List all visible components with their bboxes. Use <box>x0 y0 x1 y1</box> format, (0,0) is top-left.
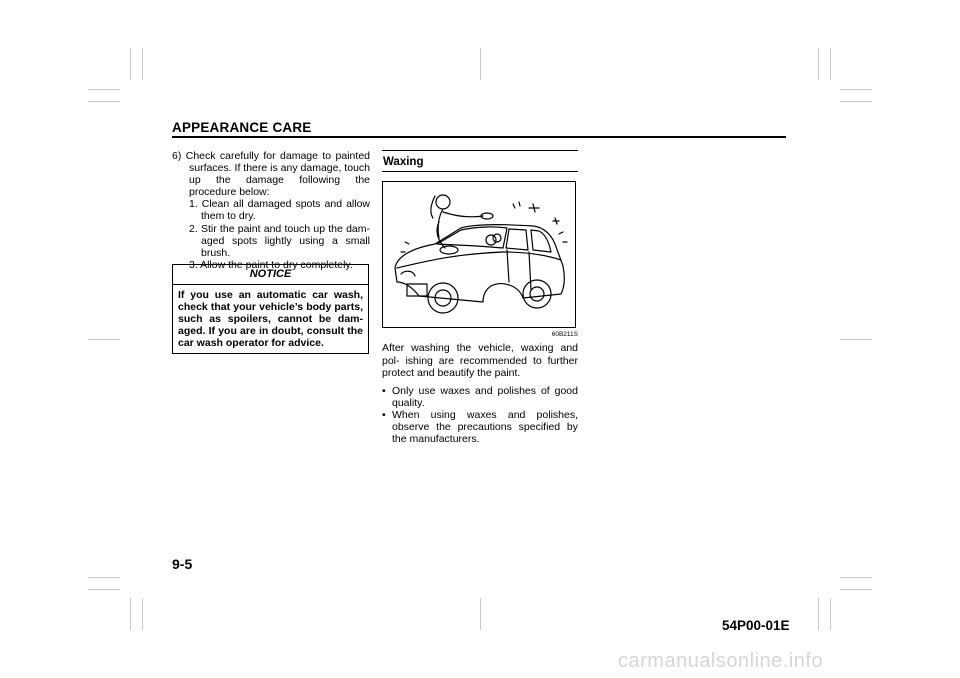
bullet-glyph: • <box>382 408 386 421</box>
substep-2: 2. Stir the paint and touch up the dam- aged spots lightly using a small brush. <box>189 222 370 259</box>
section-title: Waxing <box>383 156 424 169</box>
crop-mark <box>480 48 481 80</box>
bullet-item <box>382 385 578 409</box>
document-code: 54P00-01E <box>722 618 790 633</box>
step-6: 6) Check carefully for damage to painted surfaces. If there is any damage, touch up the damage following the procedure below: <box>172 150 370 199</box>
page-number: 9-5 <box>172 556 193 572</box>
header-rule <box>172 136 786 138</box>
crop-mark <box>840 577 872 578</box>
crop-mark <box>840 589 872 590</box>
notice-heading: NOTICE <box>173 265 368 285</box>
crop-mark <box>88 339 120 340</box>
crop-mark <box>142 48 143 80</box>
waxing-intro: After washing the vehicle, waxing and pol- ishing are recommended to further protect and beautify the paint. <box>382 342 578 379</box>
crop-mark <box>142 598 143 630</box>
crop-mark <box>88 89 120 90</box>
crop-mark <box>130 598 131 630</box>
waxing-car-drawing <box>383 182 575 327</box>
crop-mark <box>840 339 872 340</box>
notice-body: If you use an automatic car wash, check that your vehicle’s body parts, such as spoilers, cannot be dam- aged. If you are in doubt, consult the car wash operator for advice. <box>178 289 363 350</box>
bullet-text: Only use waxes and polishes of good quality. <box>392 384 578 409</box>
crop-mark <box>818 598 819 630</box>
section-rule-bottom <box>382 171 578 172</box>
bullet-glyph: • <box>382 384 386 397</box>
left-column <box>172 150 370 271</box>
waxing-bullets <box>382 385 578 445</box>
notice-box <box>172 264 369 354</box>
bullet-text: When using waxes and polishes, observe the precautions specified by the manufacturers. <box>392 408 578 446</box>
crop-mark <box>480 598 481 630</box>
figure-code: 60B211S <box>551 331 578 339</box>
crop-mark <box>818 48 819 80</box>
crop-mark <box>130 48 131 80</box>
crop-mark <box>830 598 831 630</box>
waxing-illustration <box>382 181 576 328</box>
crop-mark <box>840 101 872 102</box>
crop-mark <box>840 89 872 90</box>
substep-3: 3. Allow the paint to dry completely. <box>189 258 353 271</box>
watermark: carmanualsonline.info <box>618 650 824 672</box>
page-header-title: APPEARANCE CARE <box>172 120 312 135</box>
right-column <box>382 150 578 445</box>
substep-1: 1. Clean all damaged spots and allow them to dry. <box>189 198 370 223</box>
crop-mark <box>88 577 120 578</box>
crop-mark <box>830 48 831 80</box>
crop-mark <box>88 101 120 102</box>
bullet-item <box>382 409 578 445</box>
crop-mark <box>88 589 120 590</box>
